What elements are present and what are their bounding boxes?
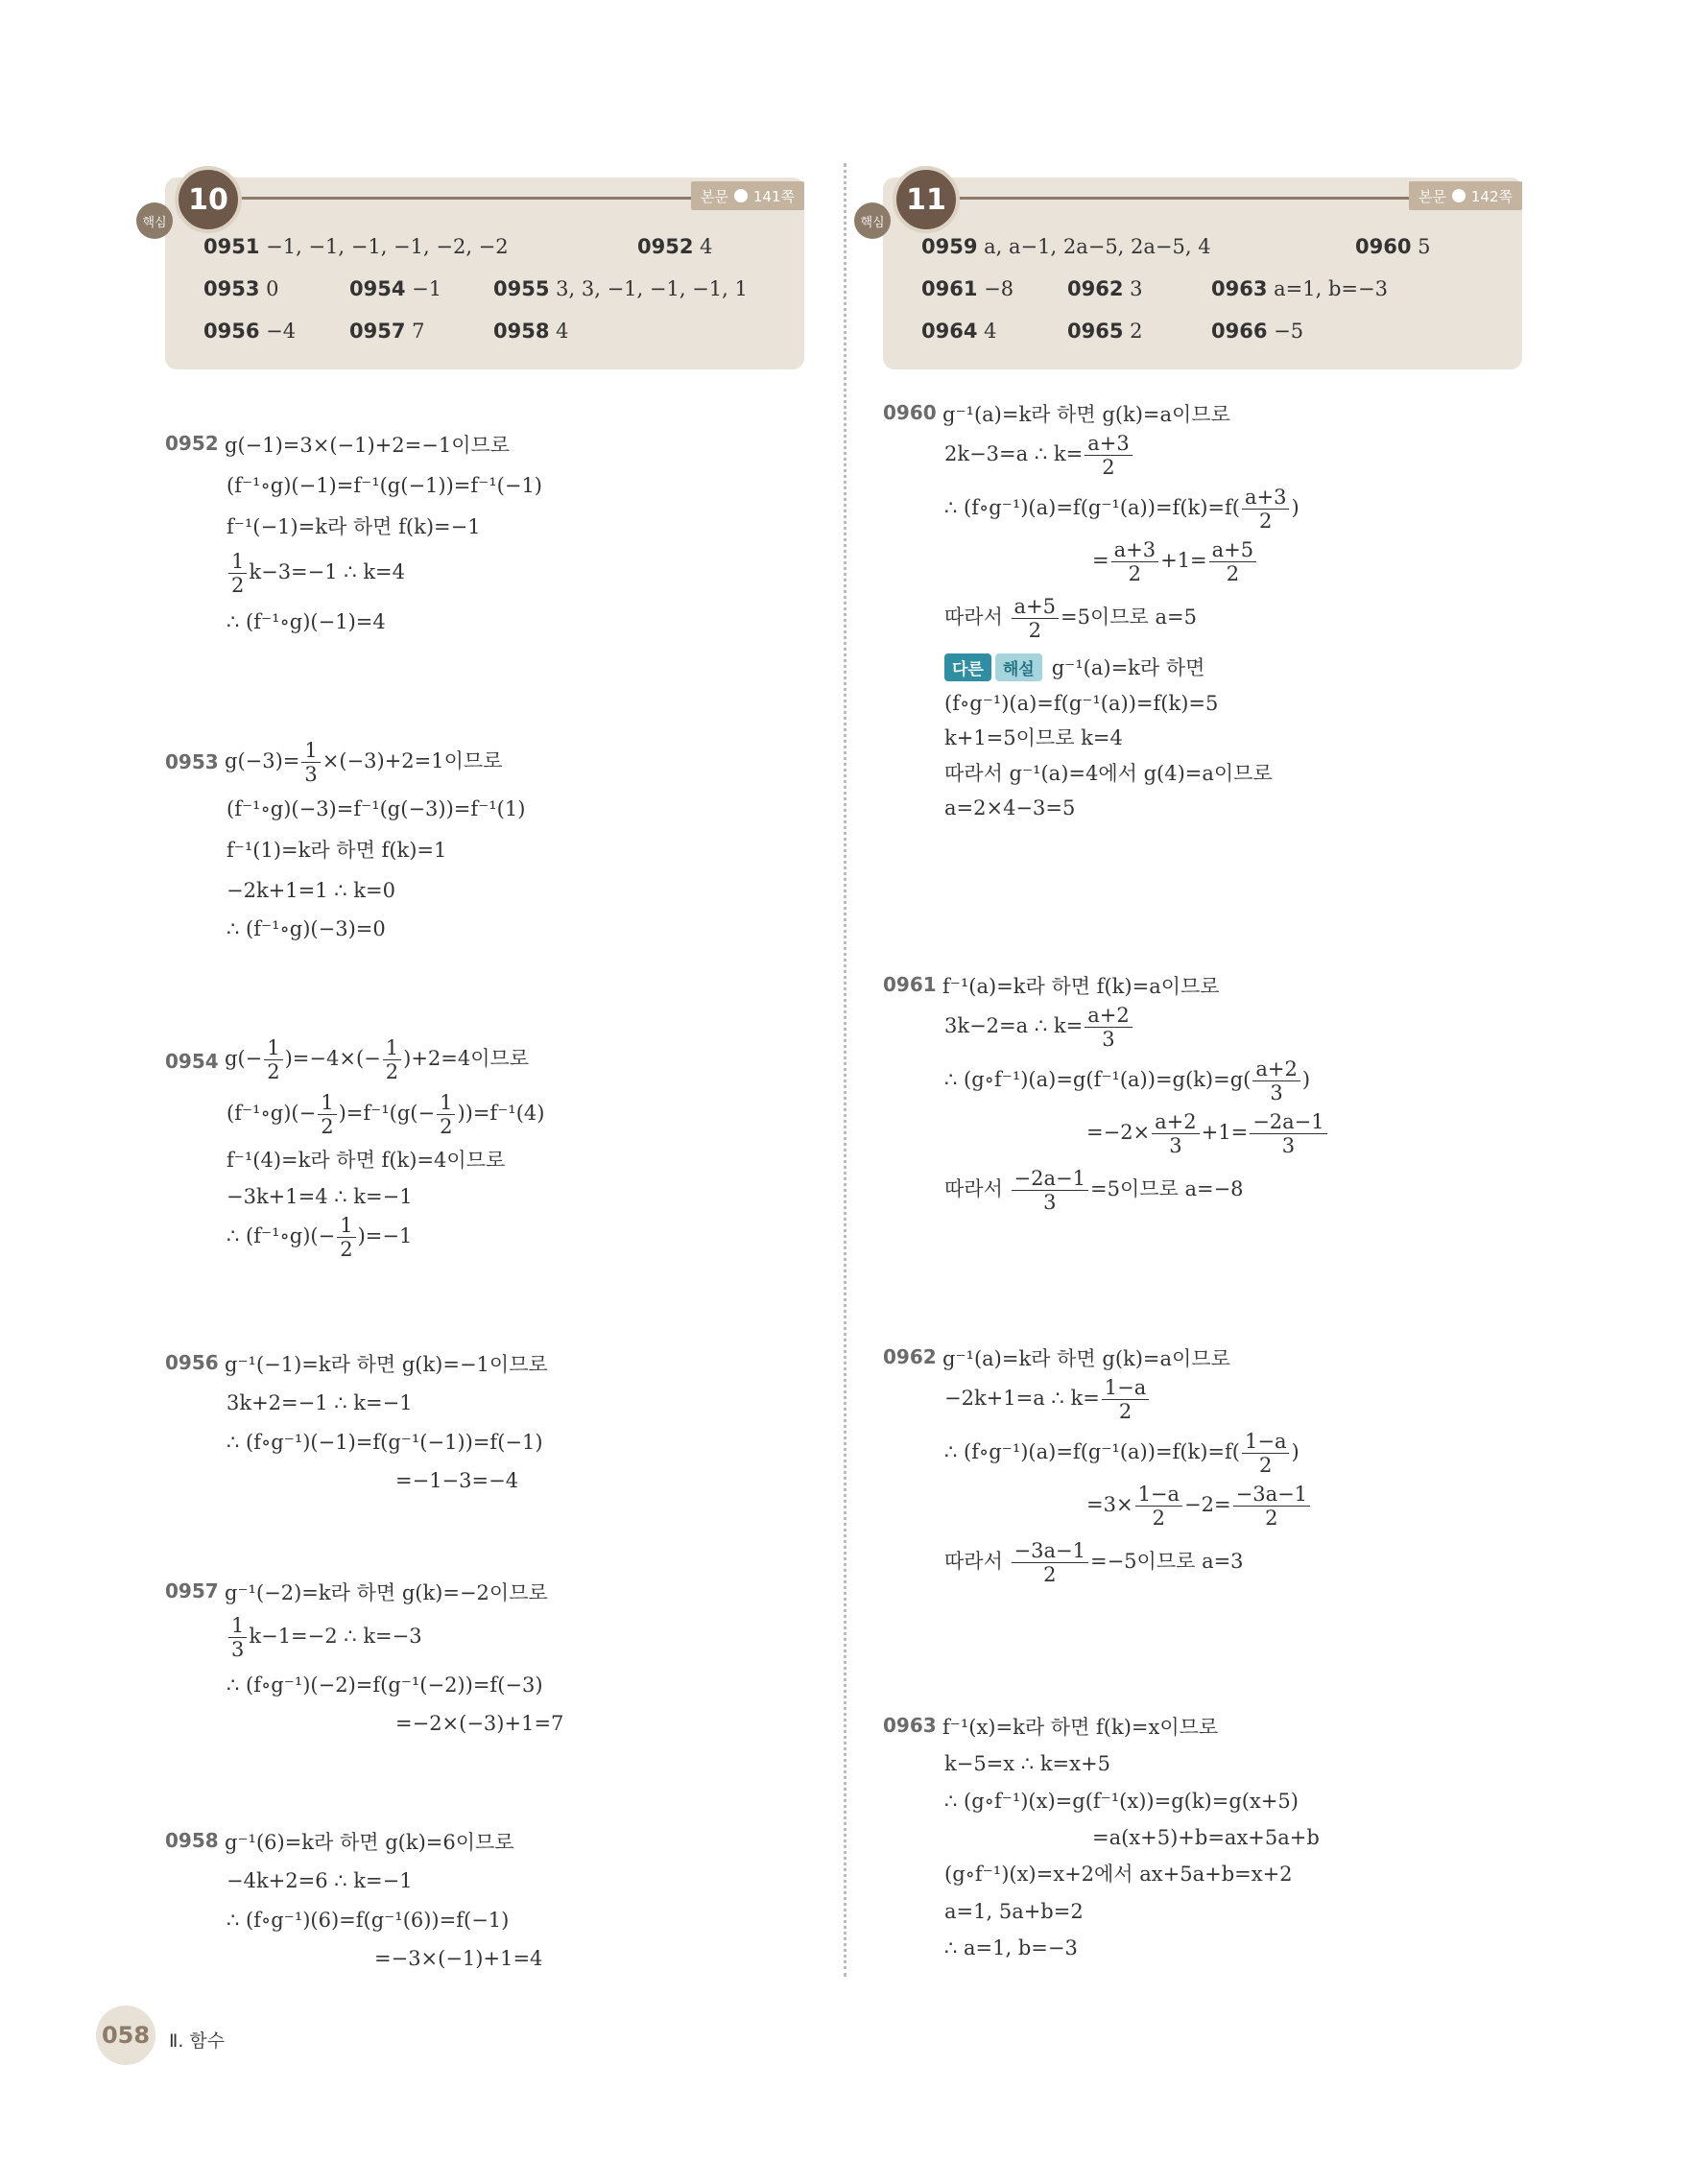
solution-line: g⁻¹(−2)=k라 하면 g(k)=−2이므로 xyxy=(225,1581,548,1604)
problem-number: 0960 xyxy=(883,401,937,424)
answer-0961: 0961 −8 xyxy=(921,277,1014,300)
solution-line: $\frac{1}{3}$ k−1=−2 ∴ k=−3 xyxy=(165,1614,563,1661)
answer-0957: 0957 7 xyxy=(349,320,425,343)
fraction: $\frac{a+3}{2}$ xyxy=(1085,432,1132,479)
solution-line: g⁻¹(a)=k라 하면 g(k)=a이므로 xyxy=(942,403,1230,426)
answer-0959: 0959 a, a−1, 2a−5, 2a−5, 4 xyxy=(921,235,1211,258)
answer-0954: 0954 −1 xyxy=(349,277,442,300)
page-reference xyxy=(1409,181,1522,210)
arrow-icon xyxy=(1452,189,1466,202)
problem-number: 0958 xyxy=(165,1829,219,1852)
solution-line: ∴ a=1, b=−3 xyxy=(944,1936,1078,1960)
solution-line: g⁻¹(−1)=k라 하면 g(k)=−1이므로 xyxy=(225,1353,548,1376)
core-label: 핵심 xyxy=(136,202,173,239)
fraction: $\frac{-3a-1}{2}$ xyxy=(1233,1483,1310,1530)
alt-tag: 다른 xyxy=(944,653,991,681)
core-label: 핵심 xyxy=(854,202,891,239)
solution-0953 xyxy=(165,739,525,943)
answer-box-left xyxy=(142,178,804,369)
answer-0966: 0966 −5 xyxy=(1211,320,1304,343)
solution-line: f⁻¹(4)=k라 하면 f(k)=4이므로 xyxy=(227,1148,506,1172)
solution-line: g⁻¹(6)=k라 하면 g(k)=6이므로 xyxy=(225,1831,514,1854)
column-divider xyxy=(844,163,846,1977)
page-reference xyxy=(691,181,804,210)
fraction: $\frac{-2a-1}{3}$ xyxy=(1250,1110,1326,1157)
answer-0953: 0953 0 xyxy=(203,277,279,300)
solution-line: 따라서 $\frac{-3a-1}{2}$ =−5이므로 a=3 xyxy=(944,1539,1244,1587)
solution-line: =3× $\frac{1-a}{2}$ −2= $\frac{-3a-1}{2}$ xyxy=(883,1483,1312,1530)
solution-line: (f⁻¹∘g)(− $\frac{1}{2}$ )=f⁻¹(g(− $\frac{1}{2}$ ))=f⁻¹(4) xyxy=(227,1091,545,1139)
solution-0954 xyxy=(165,1036,544,1262)
fraction: $\frac{a+2}{3}$ xyxy=(1152,1110,1199,1157)
answer-0956: 0956 −4 xyxy=(203,320,297,343)
problem-number: 0961 xyxy=(883,973,937,996)
solution-line: g(− $\frac{1}{2}$ )=−4×(− $\frac{1}{2}$ )+2=4이므로 xyxy=(225,1036,530,1084)
fraction: $\frac{1}{2}$ xyxy=(264,1036,282,1083)
answer-box-right xyxy=(860,178,1522,369)
fraction: $\frac{a+3}{2}$ xyxy=(1242,486,1289,533)
solution-line: −3k+1=4 ∴ k=−1 xyxy=(227,1184,413,1208)
solution-line: =a(x+5)+b=ax+5a+b xyxy=(1092,1826,1320,1850)
fraction: $\frac{1-a}{2}$ xyxy=(1242,1430,1289,1477)
alt-solution-header: 다른 해설 g⁻¹(a)=k라 하면 xyxy=(883,653,1300,681)
fraction: $\frac{a+2}{3}$ xyxy=(1085,1004,1132,1051)
ref-page: 142쪽 xyxy=(1470,187,1513,205)
fraction: $\frac{-3a-1}{2}$ xyxy=(1012,1539,1088,1586)
fraction: $\frac{1}{3}$ xyxy=(228,1614,247,1661)
solution-line: =−2×(−3)+1=7 xyxy=(395,1711,564,1735)
fraction: $\frac{a+5}{2}$ xyxy=(1012,595,1059,642)
solution-line: (g∘f⁻¹)(x)=x+2에서 ax+5a+b=x+2 xyxy=(944,1863,1293,1887)
solution-line: (f⁻¹∘g)(−1)=f⁻¹(g(−1))=f⁻¹(−1) xyxy=(227,474,542,498)
solution-line: f⁻¹(x)=k라 하면 f(k)=x이므로 xyxy=(942,1716,1219,1739)
problem-number: 0963 xyxy=(883,1714,937,1737)
fraction: $\frac{a+2}{3}$ xyxy=(1252,1057,1300,1104)
problem-number: 0957 xyxy=(165,1579,219,1602)
arrow-icon xyxy=(734,189,748,202)
solution-line: ∴ (f∘g⁻¹)(−1)=f(g⁻¹(−1))=f(−1) xyxy=(227,1430,543,1454)
solution-line: a=2×4−3=5 xyxy=(944,795,1076,819)
solution-0952 xyxy=(165,432,542,636)
solution-line: 따라서 $\frac{-2a-1}{3}$ =5이므로 a=−8 xyxy=(944,1167,1244,1215)
problem-number: 0962 xyxy=(883,1345,937,1368)
solution-line: 따라서 g⁻¹(a)=4에서 g(4)=a이므로 xyxy=(944,761,1273,785)
solution-line: =−2× $\frac{a+2}{3}$ +1= $\frac{-2a-1}{3}$ xyxy=(883,1110,1329,1157)
solution-0956 xyxy=(165,1351,548,1494)
solution-line: ∴ (f∘g⁻¹)(6)=f(g⁻¹(6))=f(−1) xyxy=(227,1908,510,1932)
solution-line: g⁻¹(a)=k라 하면 g(k)=a이므로 xyxy=(942,1347,1230,1370)
solution-line: f⁻¹(a)=k라 하면 f(k)=a이므로 xyxy=(942,975,1220,998)
solution-line: =−1−3=−4 xyxy=(395,1469,519,1493)
fraction: $\frac{1}{2}$ xyxy=(318,1091,336,1138)
solution-line: a=1, 5a+b=2 xyxy=(944,1899,1084,1923)
solution-0957 xyxy=(165,1579,563,1737)
ref-label: 본문 xyxy=(700,187,728,205)
ref-label: 본문 xyxy=(1418,187,1446,205)
solution-line: 3k−2=a ∴ k= $\frac{a+2}{3}$ xyxy=(883,1004,1329,1051)
problem-number: 0952 xyxy=(165,432,219,455)
answer-0951: 0951 −1, −1, −1, −1, −2, −2 xyxy=(203,235,509,258)
solution-line: $\frac{1}{2}$ k−3=−1 ∴ k=4 xyxy=(165,550,542,597)
answer-0963: 0963 a=1, b=−3 xyxy=(1211,277,1388,300)
solution-line: ∴ (g∘f⁻¹)(x)=g(f⁻¹(x))=g(k)=g(x+5) xyxy=(944,1789,1299,1813)
section-title: Ⅱ. 함수 xyxy=(169,2030,226,2052)
solution-line: ∴ (g∘f⁻¹)(a)=g(f⁻¹(a))=g(k)=g( $\frac{a+2}{3}$ ) xyxy=(944,1056,1311,1104)
fraction: $\frac{1}{2}$ xyxy=(437,1091,455,1138)
answer-0958: 0958 4 xyxy=(493,320,569,343)
solution-0958 xyxy=(165,1829,542,1972)
problem-number: 0953 xyxy=(165,750,219,773)
solution-line: ∴ (f∘g⁻¹)(−2)=f(g⁻¹(−2))=f(−3) xyxy=(227,1673,543,1697)
problem-number: 0956 xyxy=(165,1351,219,1374)
solution-line: ∴ (f∘g⁻¹)(a)=f(g⁻¹(a))=f(k)=f( $\frac{1-a}{2}$ ) xyxy=(944,1429,1300,1477)
page-number: 058 xyxy=(96,2006,155,2065)
solution-line: (f⁻¹∘g)(−3)=f⁻¹(g(−3))=f⁻¹(1) xyxy=(227,797,526,821)
solution-line: (f∘g⁻¹)(a)=f(g⁻¹(a))=f(k)=5 xyxy=(944,691,1219,715)
solution-0961 xyxy=(883,973,1329,1214)
solution-line: g(−1)=3×(−1)+2=−1이므로 xyxy=(225,434,511,457)
solution-line: =−3×(−1)+1=4 xyxy=(374,1947,543,1971)
solution-line: f⁻¹(1)=k라 하면 f(k)=1 xyxy=(227,838,447,862)
solution-line: ∴ (f⁻¹∘g)(− $\frac{1}{2}$ )=−1 xyxy=(227,1214,413,1262)
solution-line: −2k+1=a ∴ k= $\frac{1-a}{2}$ xyxy=(883,1376,1312,1423)
fraction: $\frac{1-a}{2}$ xyxy=(1135,1483,1182,1530)
solution-line: f⁻¹(−1)=k라 하면 f(k)=−1 xyxy=(227,514,481,538)
fraction: $\frac{1}{2}$ xyxy=(228,550,247,597)
alt-tag-label: 해설 xyxy=(995,653,1042,681)
fraction: $\frac{1-a}{2}$ xyxy=(1102,1376,1149,1423)
solution-0962 xyxy=(883,1345,1312,1586)
solution-line: 3k+2=−1 ∴ k=−1 xyxy=(227,1391,413,1415)
solution-line: = $\frac{a+3}{2}$ +1= $\frac{a+5}{2}$ xyxy=(883,538,1300,585)
fraction: $\frac{1}{3}$ xyxy=(301,739,320,786)
ref-page: 141쪽 xyxy=(752,187,795,205)
solution-line: 따라서 $\frac{a+5}{2}$ =5이므로 a=5 xyxy=(944,595,1197,643)
fraction: $\frac{a+5}{2}$ xyxy=(1209,538,1256,585)
solution-0960 xyxy=(883,401,1300,821)
answer-0952: 0952 4 xyxy=(637,235,713,258)
answer-0965: 0965 2 xyxy=(1067,320,1143,343)
solution-line: −4k+2=6 ∴ k=−1 xyxy=(227,1869,413,1893)
fraction: $\frac{a+3}{2}$ xyxy=(1111,538,1158,585)
solution-line: ∴ (f⁻¹∘g)(−3)=0 xyxy=(227,917,386,941)
section-badge: 10 xyxy=(175,166,242,233)
section-badge: 11 xyxy=(893,166,960,233)
solution-0963 xyxy=(883,1714,1320,1961)
solution-line: −2k+1=1 ∴ k=0 xyxy=(227,878,395,902)
answer-0962: 0962 3 xyxy=(1067,277,1143,300)
answer-0955: 0955 3, 3, −1, −1, −1, 1 xyxy=(493,277,748,300)
fraction: $\frac{1}{2}$ xyxy=(337,1214,355,1261)
solution-line: 2k−3=a ∴ k= $\frac{a+3}{2}$ xyxy=(883,432,1300,479)
fraction: $\frac{-2a-1}{3}$ xyxy=(1012,1167,1088,1214)
solution-line: ∴ (f⁻¹∘g)(−1)=4 xyxy=(227,610,386,634)
solution-line: k−5=x ∴ k=x+5 xyxy=(944,1752,1110,1776)
solution-line: g(−3)= $\frac{1}{3}$ ×(−3)+2=1이므로 xyxy=(225,739,503,787)
solution-line: k+1=5이므로 k=4 xyxy=(944,726,1123,750)
solution-line: ∴ (f∘g⁻¹)(a)=f(g⁻¹(a))=f(k)=f( $\frac{a+3}{2}$ ) xyxy=(944,485,1300,533)
answer-0960: 0960 5 xyxy=(1355,235,1431,258)
fraction: $\frac{1}{2}$ xyxy=(383,1036,401,1083)
answer-0964: 0964 4 xyxy=(921,320,997,343)
problem-number: 0954 xyxy=(165,1050,219,1073)
